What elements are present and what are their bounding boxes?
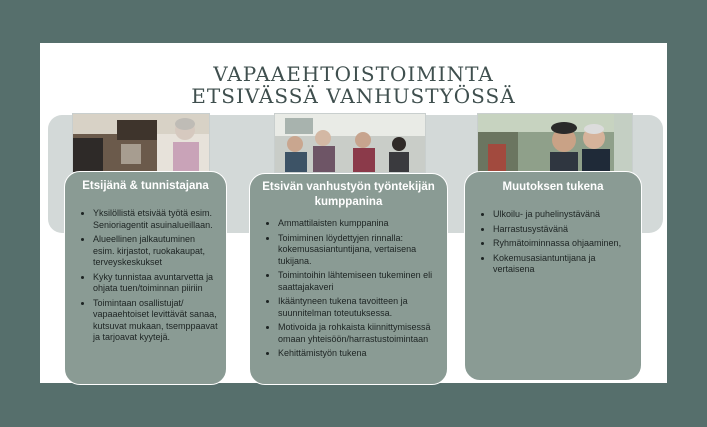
list-item: • Harrastusystävänä	[493, 224, 633, 236]
list-item: • Yksilöllistä etsivää työtä esim. Senioriagentit asuinalueillaan.	[93, 208, 218, 231]
card-list	[65, 208, 226, 344]
card-partner-of-worker	[249, 173, 448, 385]
title-line-1: VAPAAEHTOISTOIMINTA	[213, 62, 494, 86]
list-item: • Motivoida ja rohkaista kiinnittymisessä omaan yhteisöön/harrastustoimintaan	[278, 322, 439, 345]
list-item: • Ammattilaisten kumppanina	[278, 218, 439, 230]
list-item: • Ryhmätoiminnassa ohjaaminen,	[493, 238, 633, 250]
card-heading: Etsijänä & tunnistajana	[82, 180, 209, 192]
card-heading: Etsivän vanhustyön työntekijän kumppanina	[262, 181, 435, 208]
list-item: • Kyky tunnistaa avuntarvetta ja ohjata tuen/toiminnan piiriin	[93, 272, 218, 295]
card-list	[250, 218, 447, 360]
card-searcher-identifier	[64, 171, 227, 385]
photo-elderly-men-outdoors	[477, 113, 633, 173]
list-item: • Kehittämistyön tukena	[278, 348, 439, 360]
list-item: • Toimiminen löydettyjen rinnalla: kokemusasiantuntijana, vertaisena tukijana.	[278, 233, 439, 268]
card-list	[465, 209, 641, 276]
card-support-of-change	[464, 171, 642, 381]
list-item: • Kokemusasiantuntijana ja vertaisena	[493, 253, 633, 276]
list-item: • Ulkoilu- ja puhelinystävänä	[493, 209, 633, 221]
card-heading: Muutoksen tukena	[502, 181, 604, 193]
list-item: • Alueellinen jalkautuminen esim. kirjastot, ruokakaupat, terveyskeskukset	[93, 234, 218, 269]
list-item: • Ikääntyneen tukena tavoitteen ja suunnitelman toteutuksessa.	[278, 296, 439, 319]
list-item: • Toimintaan osallistujat/ vapaaehtoiset levittävät sanaa, kutsuvat mukaan, tsemppaavat ja tarjoavat kyytejä.	[93, 298, 218, 344]
photo-elderly-woman-kitchen	[72, 113, 210, 173]
title-line-2: ETSIVÄSSÄ VANHUSTYÖSSÄ	[191, 84, 516, 108]
slide	[40, 43, 667, 383]
photo-group-conversation	[274, 113, 426, 173]
list-item: • Toimintoihin lähtemiseen tukeminen eli saattajakaveri	[278, 270, 439, 293]
slide-title	[40, 63, 667, 107]
